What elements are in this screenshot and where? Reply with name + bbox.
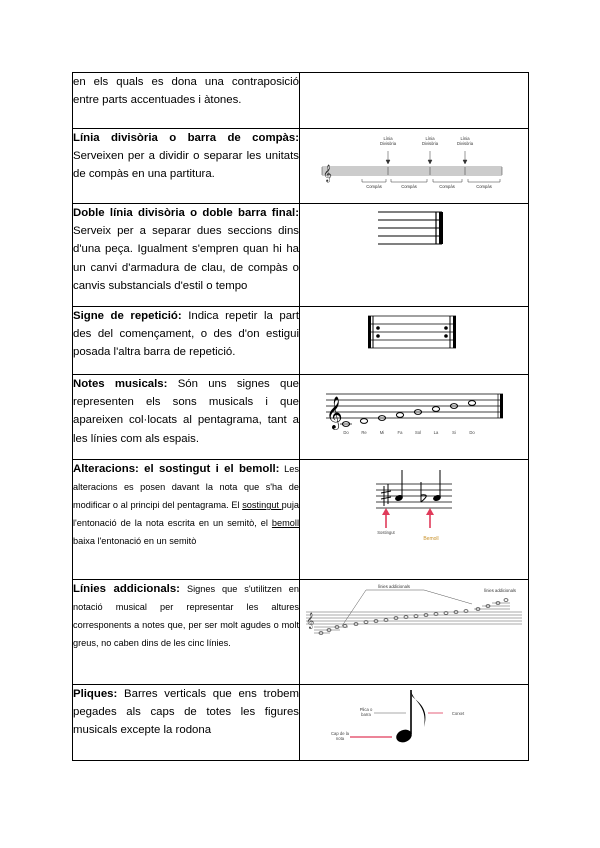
table-row — [73, 460, 529, 580]
table-row — [73, 129, 529, 204]
figure-label: nota — [335, 736, 345, 741]
note-stem-figure — [300, 685, 528, 760]
term-cell — [73, 129, 300, 204]
term-cell — [73, 73, 300, 129]
term-cell — [73, 307, 300, 375]
term-body: Signes que s'utilitzen en notació musical per representar les altures corresponents a notes que, per ser molt agudes o molt greus, no caben dins de les cinc línies. — [73, 584, 299, 649]
term-body: Indica repetir la part des del començament, o des d'on estigui posada l'altra barra de repetició. — [73, 310, 299, 359]
term-body: Barres verticals que ens trobem pegades als caps de totes les figures musicals excepte la rodona — [73, 688, 299, 737]
figure-cell — [300, 204, 529, 307]
table-row — [73, 204, 529, 307]
term-body: baixa l'entonació en un semitò — [73, 536, 197, 547]
figure-label: Compàs — [401, 184, 417, 189]
table-row — [73, 73, 529, 129]
term-title: Alteracions: el sostingut i el bemoll: — [73, 463, 280, 475]
note-name: Mi — [379, 430, 385, 435]
figure-label: línies addicionals — [484, 588, 516, 593]
table-row — [73, 375, 529, 460]
figure-cell — [300, 685, 529, 761]
note-name: Sol — [414, 430, 422, 435]
double-barline-figure — [300, 204, 528, 306]
figure-label: Línia — [460, 136, 470, 141]
note-name: Fa — [397, 430, 403, 435]
term-body: puja l'entonació de la nota escrita en un semitò, el — [73, 500, 299, 529]
flat-link[interactable]: bemoll — [271, 518, 299, 529]
figure-label: Línia — [425, 136, 435, 141]
sharp-label: Sostingut — [377, 530, 395, 535]
figure-label: Compàs — [439, 184, 455, 189]
term-title: Línia divisòria o barra de compàs: — [73, 132, 299, 144]
term-title: Notes musicals: — [73, 378, 168, 390]
figure-label: Divisòria — [421, 141, 439, 146]
figure-label: línies addicionals — [378, 584, 410, 589]
figure-label: Divisòria — [379, 141, 397, 146]
figure-label: Corxet — [451, 711, 465, 716]
figure-label: Plica o — [359, 707, 373, 712]
figure-label: Línia — [383, 136, 393, 141]
sharp-link[interactable]: sostingut — [242, 500, 282, 511]
figure-cell — [300, 73, 529, 129]
figure-label: Cap de la — [331, 731, 349, 736]
figure-cell — [300, 129, 529, 204]
note-name: Do — [343, 430, 349, 435]
note-name: La — [433, 430, 439, 435]
table-row — [73, 580, 529, 685]
figure-cell — [300, 580, 529, 685]
term-title: Pliques: — [73, 688, 118, 700]
term-body: Serveix per a separar dues seccions dins d'una peça. Igualment s'empren quan hi ha un canvi d'armadura de clau, de compàs o canvis substancials d'estil o tempo — [73, 225, 299, 292]
note-name: Re — [361, 430, 367, 435]
term-title: Signe de repetició: — [73, 310, 182, 322]
table-row — [73, 685, 529, 761]
figure-label: Compàs — [366, 184, 382, 189]
notes-figure — [300, 375, 528, 459]
term-cell — [73, 204, 300, 307]
term-cell — [73, 460, 300, 580]
term-cell — [73, 375, 300, 460]
barline-figure — [300, 129, 528, 203]
figure-cell — [300, 460, 529, 580]
terms-table — [72, 72, 529, 761]
table-row — [73, 307, 529, 375]
figure-label: Compàs — [476, 184, 492, 189]
note-name: Do — [469, 430, 475, 435]
arrow-head-icon — [382, 508, 390, 515]
term-title: Línies addicionals: — [73, 583, 180, 595]
figure-cell — [300, 375, 529, 460]
ledger-lines-figure — [300, 580, 528, 684]
term-body: en els quals es dona una contraposició entre parts accentuades i àtones. — [73, 76, 299, 107]
treble-clef-icon: 𝄞 — [326, 396, 343, 429]
figure-cell — [300, 307, 529, 375]
treble-clef-icon: 𝄞 — [323, 164, 332, 182]
term-cell — [73, 580, 300, 685]
arrow-head-icon — [426, 508, 434, 515]
term-body: Són uns signes que representen els sons musicals i que apareixen col·locats al pentagrama, tant a les línies com als espais. — [73, 378, 299, 445]
term-body: Serveixen per a dividir o separar les unitats de compàs en una partitura. — [73, 150, 299, 181]
accidentals-figure — [300, 460, 528, 579]
repeat-sign-figure — [300, 307, 528, 374]
term-body: Les alteracions es posen davant la nota que s'ha de modificar o al principi del pentagrama. El — [73, 464, 299, 511]
note-name: Si — [452, 430, 456, 435]
term-title: Doble línia divisòria o doble barra final: — [73, 207, 299, 219]
figure-label: Divisòria — [456, 141, 474, 146]
flat-label: Bemoll — [423, 536, 439, 542]
page — [72, 72, 528, 761]
figure-label: barra — [361, 712, 371, 717]
term-cell — [73, 685, 300, 761]
treble-clef-icon: 𝄞 — [306, 613, 315, 629]
